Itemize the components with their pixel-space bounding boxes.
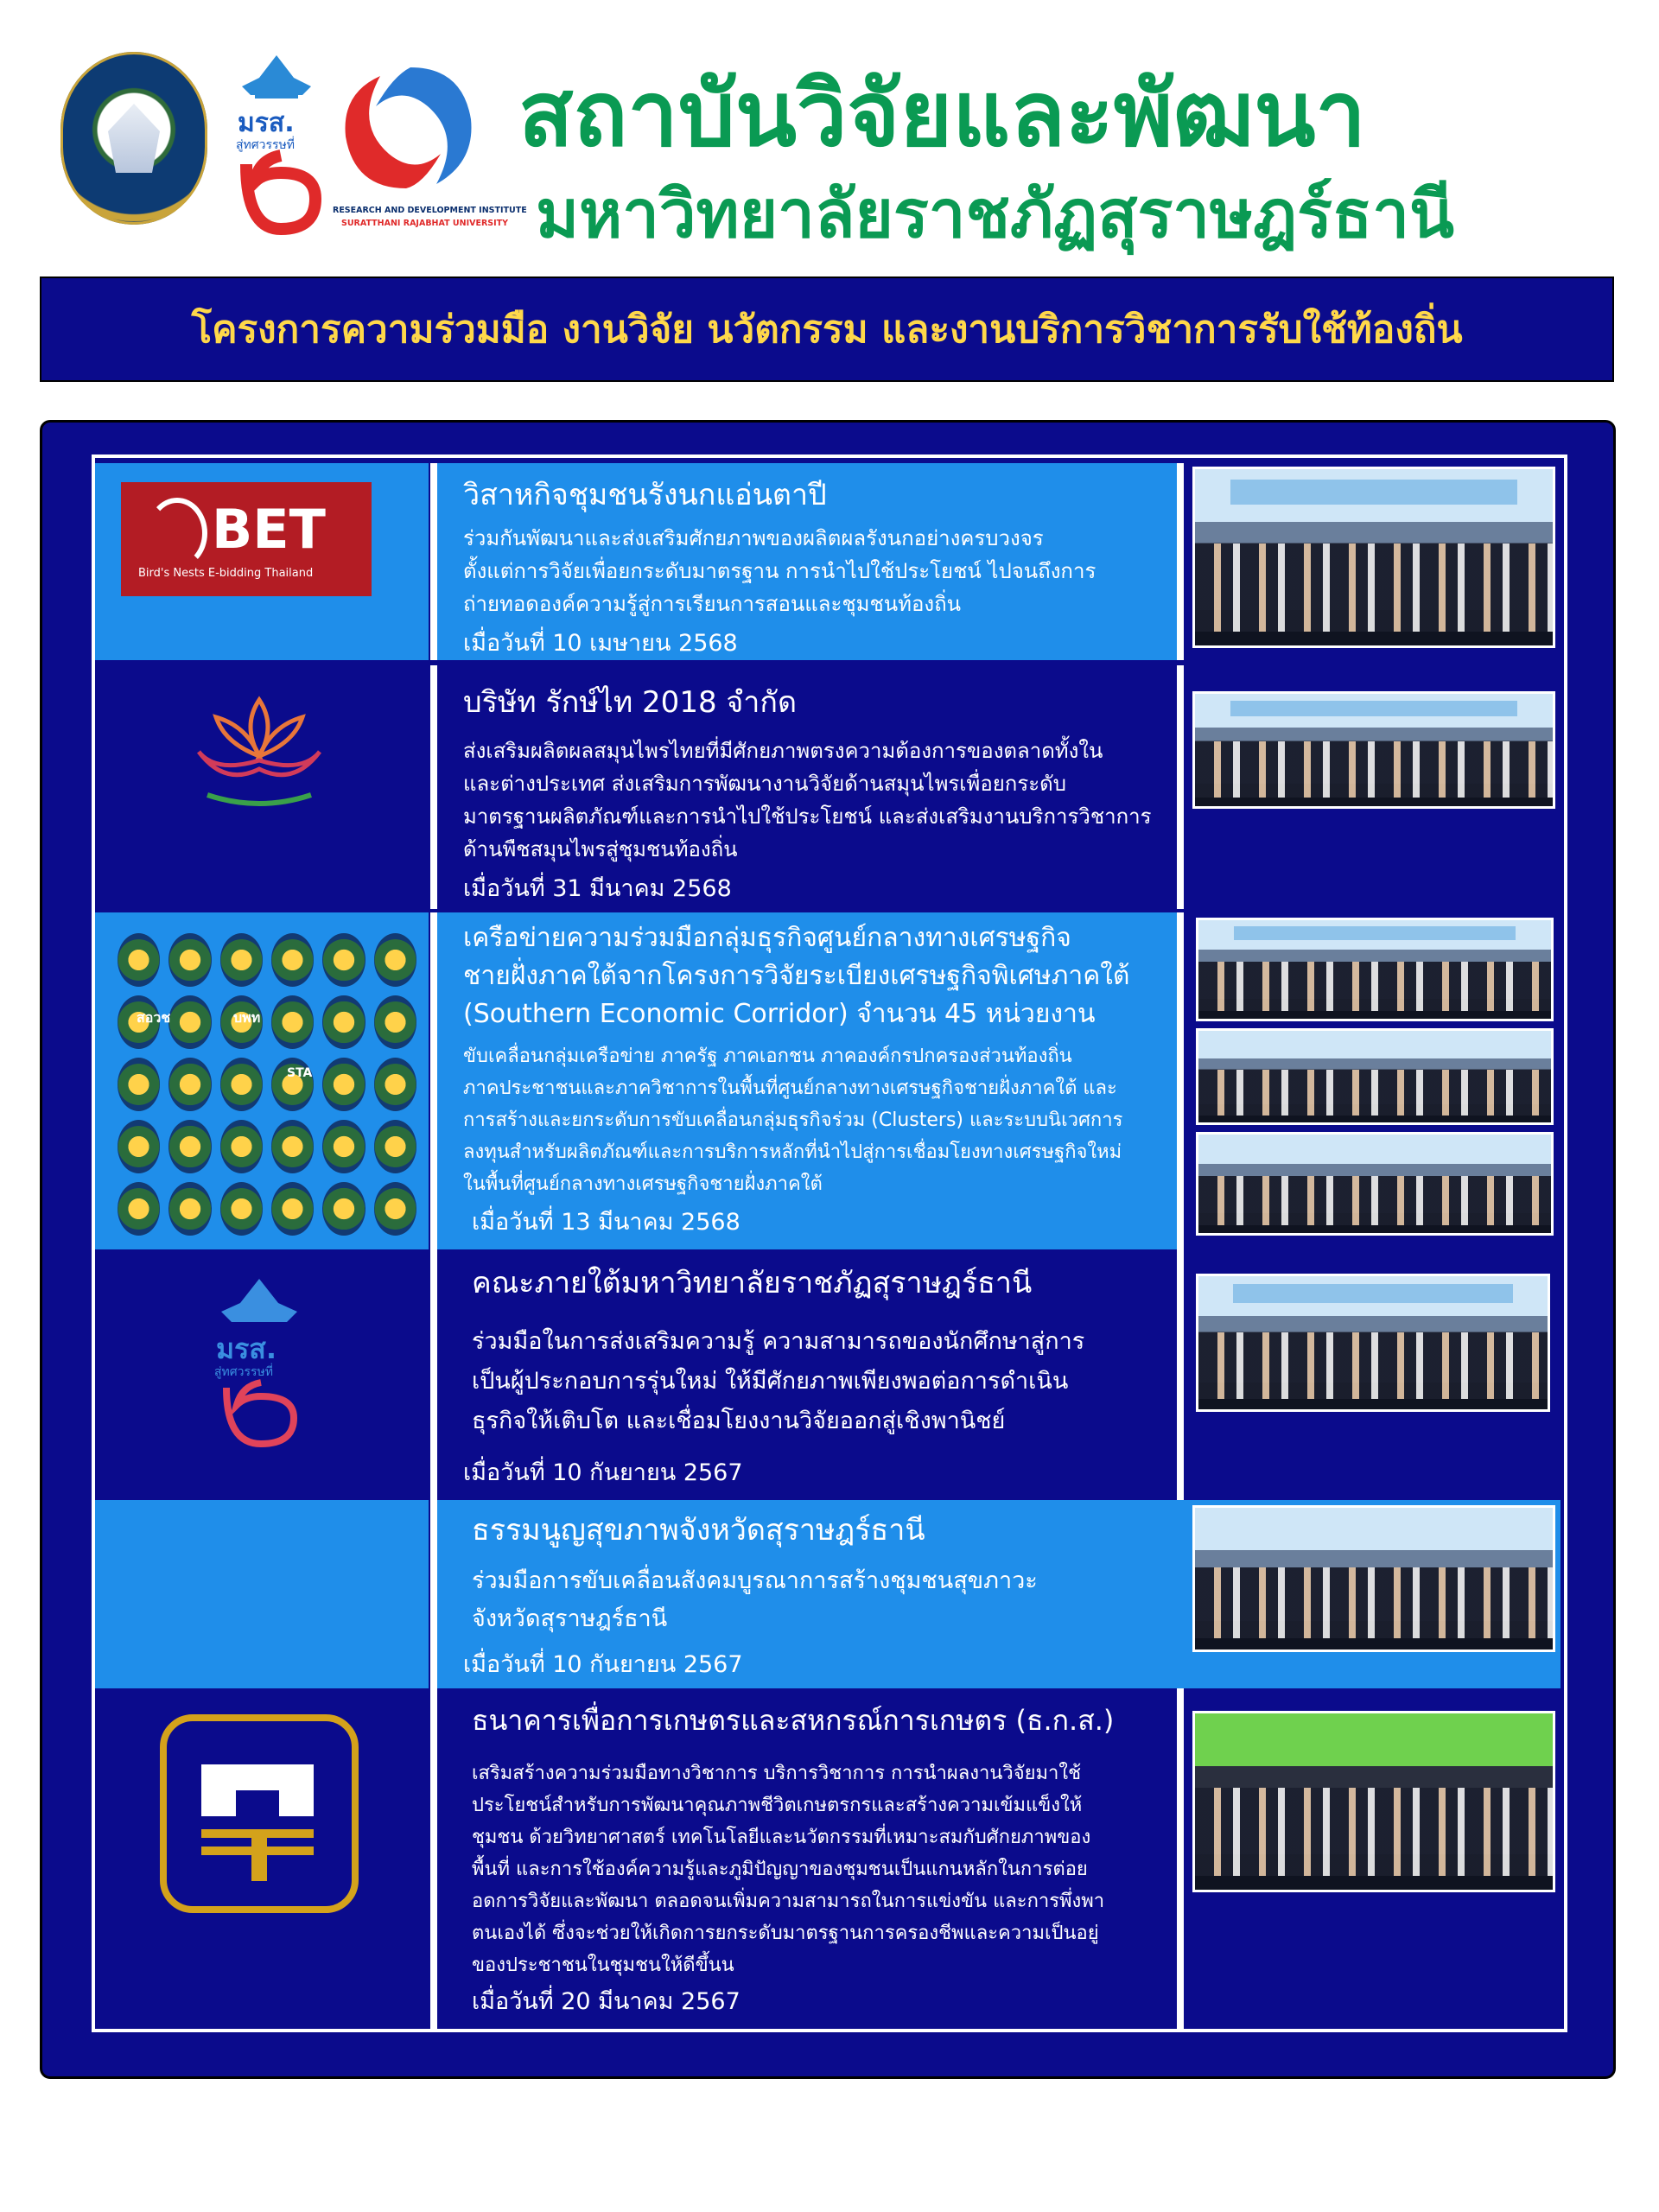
desc-line: ภาคประชาชนและภาควิชาการในพื้นที่ศูนย์กลางทางเศรษฐกิจชายฝั่งภาคใต้ และ — [463, 1077, 1117, 1099]
agreement-date: เมื่อวันที่ 10 เมษายน 2568 — [463, 630, 738, 657]
desc-line: ขับเคลื่อนกลุ่มเครือข่าย ภาครัฐ ภาคเอกชน ภาคองค์กรปกครองส่วนท้องถิ่น — [463, 1046, 1072, 1067]
bet-logo-title: BET — [212, 498, 326, 561]
desc-line: ร่วมกันพัฒนาและส่งเสริมศักยภาพของผลิตผลรังนกอย่างครบวงจร — [463, 526, 1044, 550]
desc-line: ร่วมมือการขับเคลื่อนสังคมบูรณาการสร้างชุมชนสุขภาวะ — [472, 1567, 1038, 1594]
desc-line: ธุรกิจให้เติบโต และเชื่อมโยงงานวิจัยออกสู่เชิงพานิชย์ — [472, 1408, 1006, 1434]
desc-line: การสร้างและยกระดับการขับเคลื่อนกลุ่มธุรกิจร่วม (Clusters) และระบบนิเวศการ — [463, 1109, 1123, 1131]
page-subtitle: มหาวิทยาลัยราชภัฏสุราษฎร์ธานี — [536, 175, 1454, 252]
desc-line: ของประชาชนในชุมชนให้ดีขึ้นน — [472, 1955, 734, 1976]
content-frame — [92, 454, 1567, 2032]
partner-name: ธรรมนูญสุขภาพจังหวัดสุราษฎร์ธานี — [472, 1513, 925, 1548]
partner-name: วิสาหกิจชุมชนรังนกแอ่นตาปี — [463, 478, 827, 512]
desc-line: อดการวิจัยและพัฒนา ตลอดจนเพิ่มความสามารถในการแข่งขัน และการพึ่งพา — [472, 1891, 1105, 1912]
agreement-date: เมื่อวันที่ 10 กันยายน 2567 — [463, 1651, 743, 1678]
desc-line: ลงทุนสำหรับผลิตภัณฑ์และการบริการหลักที่นำไปสู่การเชื่อมโยงทางเศรษฐกิจใหม่ — [463, 1141, 1122, 1163]
agreement-date: เมื่อวันที่ 31 มีนาคม 2568 — [463, 875, 732, 902]
partner-name: บริษัท รักษ์ไท 2018 จำกัด — [463, 685, 798, 720]
desc-line: เป็นผู้ประกอบการรุ่นใหม่ ให้มีศักยภาพเพียงพอต่อการดำเนิน — [472, 1368, 1069, 1395]
university-seal-logo — [60, 52, 207, 225]
desc-line: ตนเองได้ ซึ่งจะช่วยให้เกิดการยกระดับมาตรฐานการครองชีพและความเป็นอยู่ — [472, 1923, 1099, 1944]
mrs-text: มรส. — [216, 1332, 276, 1365]
desc-line: ในพื้นที่ศูนย์กลางทางเศรษฐกิจชายฝั่งภาคใต้ — [463, 1173, 823, 1195]
research-institute-logo — [333, 59, 527, 232]
logo-label-borporthor: บพท — [233, 1009, 261, 1026]
partner-name: ธนาคารเพื่อการเกษตรและสหกรณ์การเกษตร (ธ.ก.ส.) — [472, 1704, 1115, 1737]
desc-line: ตั้งแต่การวิจัยเพื่อยกระดับมาตรฐาน การนำไปใช้ประโยชน์ ไปจนถึงการ — [463, 559, 1096, 583]
mrs-decade-logo — [229, 52, 324, 233]
desc-line: และต่างประเทศ ส่งเสริมการพัฒนางานวิจัยด้านสมุนไพรเพื่อยกระดับ — [463, 772, 1066, 796]
banner-text: โครงการความร่วมมือ งานวิจัย นวัตกรรม และงานบริการวิชาการรับใช้ท้องถิ่น — [191, 308, 1463, 352]
desc-line: ร่วมมือในการส่งเสริมความรู้ ความสามารถของนักศึกษาสู่การ — [472, 1328, 1085, 1355]
ri-line1: RESEARCH AND DEVELOPMENT INSTITUTE — [333, 206, 527, 215]
partner-name-line: ชายฝั่งภาคใต้จากโครงการวิจัยระเบียงเศรษฐกิจพิเศษภาคใต้ — [463, 961, 1130, 991]
desc-line: เสริมสร้างความร่วมมือทางวิชาการ บริการวิชาการ การนำผลงานวิจัยมาใช้ — [472, 1763, 1082, 1784]
project-banner — [40, 276, 1614, 382]
bet-logo-subtitle: Bird's Nests E-bidding Thailand — [138, 567, 314, 580]
mrs-subtext: สู่ทศวรรษที่ — [236, 138, 296, 152]
ri-line2: SURATTHANI RAJABHAT UNIVERSITY — [341, 219, 509, 228]
page-title: สถาบันวิจัยและพัฒนา — [518, 61, 1366, 167]
mrs-text: มรส. — [238, 108, 295, 138]
desc-line: ด้านพืชสมุนไพรสู่ชุมชนท้องถิ่น — [463, 837, 738, 861]
mrs-subtext: สู่ทศวรรษที่ — [214, 1365, 274, 1379]
partner-name-line: เครือข่ายความร่วมมือกลุ่มธุรกิจศูนย์กลางทางเศรษฐกิจ — [463, 923, 1071, 953]
agreement-date: เมื่อวันที่ 20 มีนาคม 2567 — [472, 1988, 741, 2015]
logo-label-sorwoch: สอวช — [137, 1009, 171, 1026]
partner-name-line: (Southern Economic Corridor) จำนวน 45 หน่วยงาน — [463, 999, 1096, 1029]
desc-line: ถ่ายทอดองค์ความรู้สู่การเรียนการสอนและชุมชนท้องถิ่น — [463, 592, 962, 616]
desc-line: จังหวัดสุราษฎร์ธานี — [472, 1605, 668, 1632]
seal-building-icon — [108, 104, 160, 173]
desc-line: พื้นที่ และการใช้องค์ความรู้และภูมิปัญญาของชุมชนเป็นแกนหลักในการต่อย — [472, 1859, 1088, 1880]
agreement-date: เมื่อวันที่ 13 มีนาคม 2568 — [472, 1209, 741, 1236]
partner-name: คณะภายใต้มหาวิทยาลัยราชภัฏสุราษฎร์ธานี — [472, 1266, 1033, 1300]
desc-line: ชุมชน ด้วยวิทยาศาสตร์ เทคโนโลยีและนวัตกรรมที่เหมาะสมกับศักยภาพของ — [472, 1827, 1091, 1848]
logo-label-sta: STA — [287, 1066, 313, 1080]
agreement-date: เมื่อวันที่ 10 กันยายน 2567 — [463, 1459, 743, 1486]
desc-line: ประโยชน์สำหรับการพัฒนาคุณภาพชีวิตเกษตรกรและสร้างความเข้มแข็งให้ — [472, 1795, 1083, 1816]
desc-line: มาตรฐานผลิตภัณฑ์และการนำไปใช้ประโยชน์ และส่งเสริมงานบริการวิชาการ — [463, 804, 1152, 829]
desc-line: ส่งเสริมผลิตผลสมุนไพรไทยที่มีศักยภาพตรงความต้องการของตลาดทั้งใน — [463, 739, 1103, 763]
